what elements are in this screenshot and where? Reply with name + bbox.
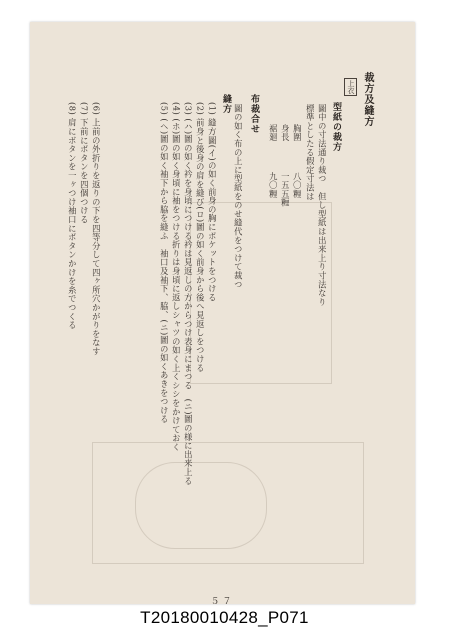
sewing-step-5: (5) (ヘ)圖の如く袖下から脇を縫ふ 袖口及袖下、脇、(ニ)圖の如くあきをつける <box>159 102 170 424</box>
section2-heading: 布裁合せ <box>249 94 259 134</box>
measure-value-chest: 八〇糎 <box>292 172 303 199</box>
measure-value-height: 一五五糎 <box>280 172 291 208</box>
measure-value-hem: 九〇糎 <box>268 172 279 199</box>
scanned-page <box>30 22 415 607</box>
sewing-step-3: (3) (ハ)圖の如く衿を身頃につける衿は見返しの方からつけ表身にまつる (ニ)圖の様に出来上る <box>183 102 194 486</box>
sewing-step-2: (2) 前身と後身の肩を縫び(ロ)圖の如く前身から後へ見返しをつける <box>195 102 206 373</box>
section3-heading: 縫方 <box>221 94 231 114</box>
section1-heading: 型紙の裁方 <box>331 102 341 152</box>
sewing-step-4: (4) (ホ)圖の如く身頃に袖をつける折りは身頃に返しシャツの如く上くシシをかけておく <box>171 102 182 452</box>
measure-label-hem: 裾廻 <box>268 124 279 142</box>
sewing-step-1: (1) 縫方圖(イ)の如く前身の胸にポケットをつける <box>207 102 218 302</box>
main-title: 裁方及縫方 <box>362 72 373 127</box>
sewing-step-8: (8) 肩にボタンを一ヶつけ袖口にボタンかけを糸でつくる <box>67 102 78 330</box>
sewing-step-7: (7) 下前にボタンを四個つける <box>79 102 90 224</box>
measure-label-height: 身長 <box>280 124 291 142</box>
sewing-step-6: (6) 上前の外折りを返りの下を四等分して四ヶ所穴かがりをなす <box>91 102 102 356</box>
section1-line-2: 標準としたる假定寸法は <box>305 104 316 201</box>
section2-line-1: 圖の如く布の上に型紙をのせ縫代をつけて裁つ <box>233 104 244 289</box>
page-number: ５７ <box>210 597 235 607</box>
show-through-diagram-inner <box>135 462 267 549</box>
measure-label-chest: 胸圍 <box>292 124 303 142</box>
section-badge: 上衣 <box>344 78 357 96</box>
section1-line-1: 圖中の寸法通り裁つ 但し型紙は出来上り寸法なり <box>317 104 328 307</box>
image-caption: T20180010428_P071 <box>140 608 309 627</box>
